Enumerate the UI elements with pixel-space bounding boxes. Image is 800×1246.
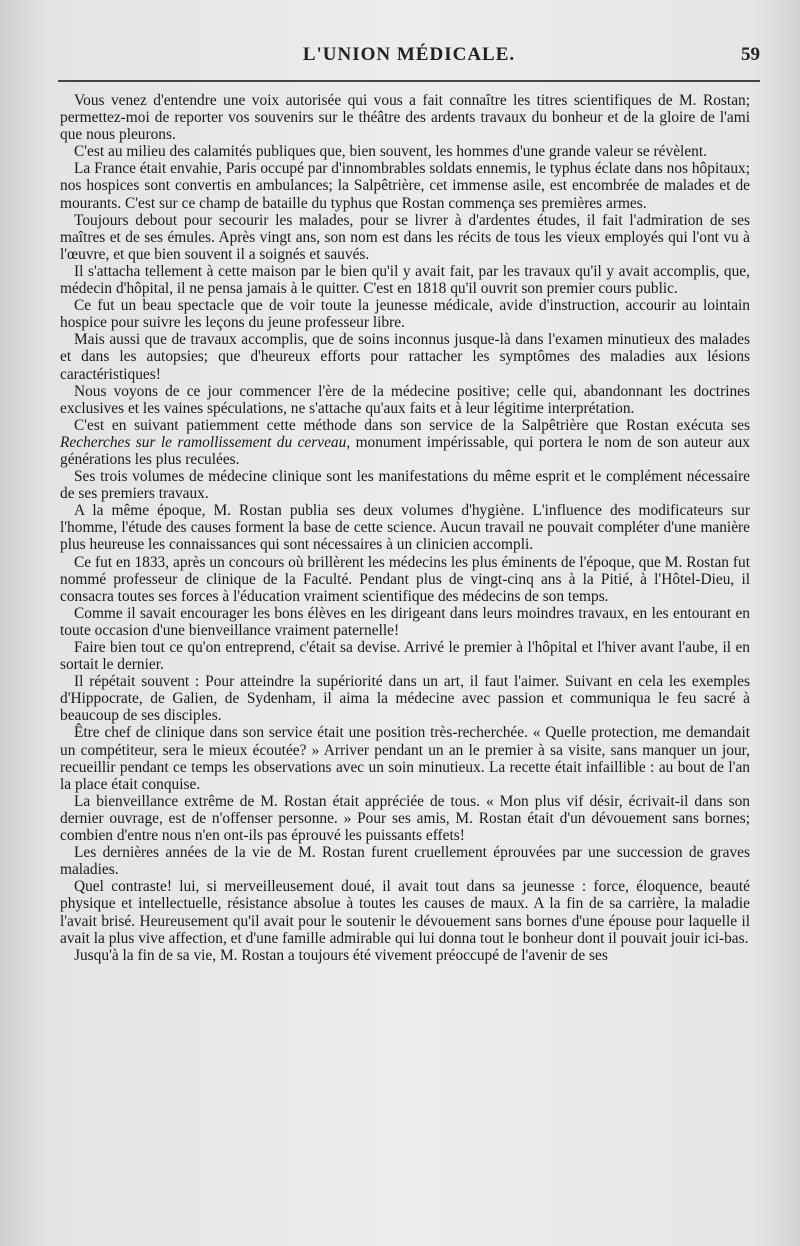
- paragraph: Les dernières années de la vie de M. Rostan furent cruellement éprouvées par une succession de graves maladies.: [60, 844, 750, 879]
- paragraph: Comme il savait encourager les bons élèves en les dirigeant dans leurs moindres travaux, en les entourant en toute occasion d'une bienveillance vraiment paternelle!: [60, 604, 750, 639]
- article-body: [60, 92, 750, 964]
- paragraph: Il répétait souvent : Pour atteindre la supériorité dans un art, il faut l'aimer. Suivant en cela les exemples d'Hippocrate, de Galien, de Sydenham, il aima la médecine avec passion et communiqua le feu sacré à beaucoup de ses disciples.: [60, 673, 750, 725]
- paragraph: Quel contraste! lui, si merveilleusement doué, il avait tout dans sa jeunesse : force, éloquence, beauté physique et intellectuelle, résistance absolue à toutes les causes de maux. A la fin de sa carrière, la maladie l'avait brisé. Heureusement qu'il avait pour le soutenir le dévouement sans bornes d'une épouse pour laquelle il avait la plus vive affection, et d'une famille admirable qui lui donna tout le bonheur dont il pouvait jouir ici-bas.: [60, 878, 750, 947]
- page-header: [58, 44, 760, 74]
- paragraph: Ce fut un beau spectacle que de voir toute la jeunesse médicale, avide d'instruction, accourir au lointain hospice pour suivre les leçons du jeune professeur libre.: [60, 297, 750, 332]
- paragraph: Ce fut en 1833, après un concours où brillèrent les médecins les plus éminents de l'époque, que M. Rostan fut nommé professeur de clinique de la Faculté. Pendant plus de vingt-cinq ans à la Pitié, à l'Hôtel-Dieu, il consacra toutes ses forces à l'éducation vraiment scientifique des médecins de son temps.: [60, 553, 750, 605]
- paragraph: C'est en suivant patiemment cette méthode dans son service de la Salpêtrière que Rostan exécuta ses Recherches sur le ramollissement du cerveau, monument impérissable, qui portera le nom de son auteur aux générations les plus reculées.: [60, 416, 750, 468]
- paragraph: Ses trois volumes de médecine clinique sont les manifestations du même esprit et le complément nécessaire de ses premiers travaux.: [60, 468, 750, 503]
- running-title: L'UNION MÉDICALE.: [302, 44, 516, 65]
- book-title: Recherches sur le ramollissement du cerveau: [60, 433, 347, 451]
- paragraph: A la même époque, M. Rostan publia ses deux volumes d'hygiène. L'influence des modificateurs sur l'homme, l'étude des causes forment la base de cette science. Aucun travail ne pouvait compléter d'une manière plus heureuse les connaissances qui sont nécessaires à un clinicien accompli.: [60, 502, 750, 554]
- paragraph: Toujours debout pour secourir les malades, pour se livrer à d'ardentes études, il fait l'admiration de ses maîtres et de ses émules. Après vingt ans, son nom est dans les récits de tous les vieux employés qui l'ont vu à l'œuvre, et que bien souvent il a soignés et sauvés.: [60, 211, 750, 263]
- paragraph: Nous voyons de ce jour commencer l'ère de la médecine positive; celle qui, abandonnant les doctrines exclusives et les vaines spéculations, ne s'attache qu'aux faits et à leur légitime interprétation.: [60, 382, 750, 417]
- paragraph: Il s'attacha tellement à cette maison par le bien qu'il y avait fait, par les travaux qu'il y avait accomplis, que, médecin d'hôpital, il ne pensa jamais à le quitter. C'est en 1818 qu'il ouvrit son premier cours public.: [60, 262, 750, 298]
- header-rule: [58, 80, 760, 82]
- paragraph: Mais aussi que de travaux accomplis, que de soins inconnus jusque-là dans l'examen minutieux des malades et dans les autopsies; que d'heureux efforts pour rattacher les symptômes des maladies aux lésions caractéristiques!: [60, 331, 750, 383]
- paragraph: La France était envahie, Paris occupé par d'innombrables soldats ennemis, le typhus éclate dans nos hôpitaux; nos hospices sont convertis en ambulances; la Salpêtrière, cet immense asile, est encombrée de malades et de mourants. C'est sur ce champ de bataille du typhus que Rostan commença ses premières armes.: [60, 160, 750, 212]
- page-number: 59: [741, 44, 760, 65]
- paragraph: Être chef de clinique dans son service était une position très-recherchée. « Quelle protection, me demandait un compétiteur, sera le mieux écoutée? » Arriver pendant un an le premier à sa visite, sans manquer un jour, recueillir pendant ce temps les observations avec un soin minutieux. La recette était infaillible : au bout de l'an la place était conquise.: [60, 724, 750, 793]
- paragraph: Vous venez d'entendre une voix autorisée qui vous a fait connaître les titres scientifiques de M. Rostan; permettez-moi de reporter vos souvenirs sur le théâtre des ardents travaux du bonheur et de la gloire de l'ami que nous pleurons.: [60, 92, 750, 144]
- paragraph: Jusqu'à la fin de sa vie, M. Rostan a toujours été vivement préoccupé de l'avenir de ses: [74, 946, 608, 964]
- paragraph: Faire bien tout ce qu'on entreprend, c'était sa devise. Arrivé le premier à l'hôpital et l'hiver avant l'aube, il en sortait le dernier.: [60, 639, 750, 674]
- paragraph: La bienveillance extrême de M. Rostan était appréciée de tous. « Mon plus vif désir, écrivait-il dans son dernier ouvrage, est de n'offenser personne. » Pour ses amis, M. Rostan était d'un dévouement sans bornes; combien d'entre nous n'en ont-ils pas éprouvé les puissants effets!: [60, 792, 750, 845]
- paragraph: C'est au milieu des calamités publiques que, bien souvent, les hommes d'une grande valeur se révèlent.: [74, 143, 707, 161]
